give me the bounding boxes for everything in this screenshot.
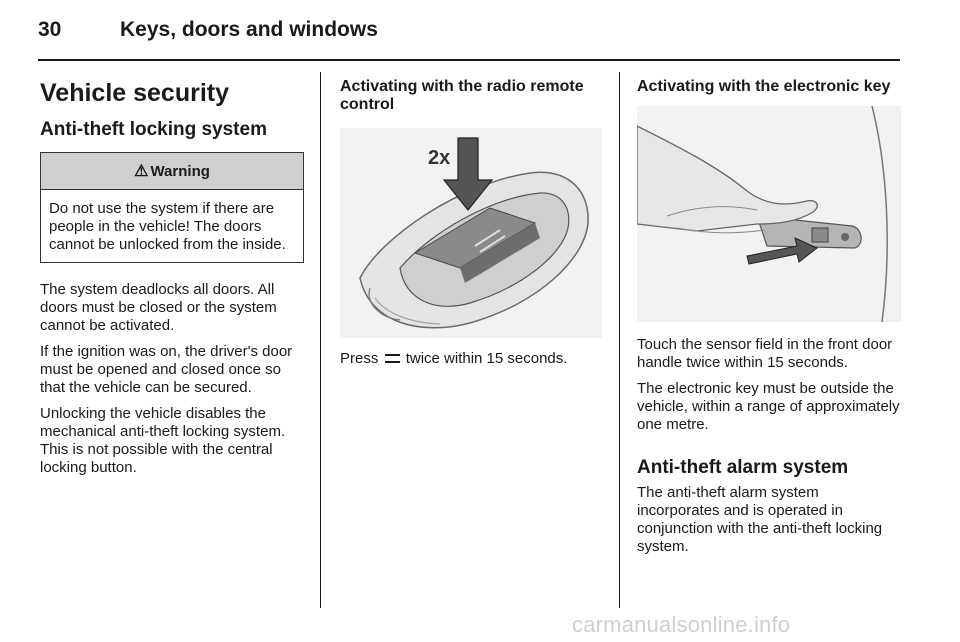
alarm-system-title: Anti-theft alarm system (637, 457, 849, 478)
instruction-suffix: twice within 15 seconds. (405, 350, 568, 367)
header-rule (38, 59, 900, 61)
subsection-title: Anti-theft locking system (40, 119, 267, 140)
warning-body (41, 190, 303, 262)
column-divider-left (320, 72, 321, 608)
page-number: 30 (38, 18, 62, 41)
paragraph-unlocking: Unlocking the vehicle disables the mechanical anti-theft locking system. This is not possible with the central locking button. (40, 405, 286, 476)
lock-button-icon (385, 354, 400, 363)
warning-triangle-icon: ⚠ (134, 163, 149, 180)
door-handle-illustration (637, 106, 901, 322)
paragraph-alarm: The anti-theft alarm system incorporates and is operated in conjunction with the anti-theft locking system. (637, 484, 883, 555)
paragraph-ignition: If the ignition was on, the driver's door must be opened and closed once so that the vehicle can be secured. (40, 343, 293, 396)
column-divider-right (619, 72, 620, 608)
column-1 (40, 72, 302, 477)
paragraph-deadlocks: The system deadlocks all doors. All doors must be closed or the system cannot be activated. (40, 281, 277, 334)
section-title: Vehicle security (40, 79, 230, 107)
chapter-title: Keys, doors and windows (120, 18, 378, 41)
paragraph-key-range: The electronic key must be outside the vehicle, within a range of approximately one metre. (637, 380, 900, 433)
watermark: carmanualsonline.info (572, 612, 791, 637)
paragraph-sensor: Touch the sensor field in the front door handle twice within 15 seconds. (637, 336, 893, 371)
instruction-prefix: Press (340, 350, 379, 367)
column-2 (340, 72, 602, 368)
remote-control-heading: Activating with the radio remote control (340, 78, 584, 113)
remote-key-illustration (340, 128, 602, 338)
press-count-label: 2x (428, 147, 451, 169)
warning-text: Do not use the system if there are people in the vehicle! The doors cannot be unlocked from the inside. (49, 200, 286, 253)
column-3 (637, 72, 901, 556)
warning-title: Warning (150, 162, 210, 180)
warning-box (40, 152, 304, 263)
electronic-key-heading: Activating with the electronic key (637, 78, 891, 95)
remote-instruction (340, 350, 602, 368)
warning-header (41, 153, 303, 190)
